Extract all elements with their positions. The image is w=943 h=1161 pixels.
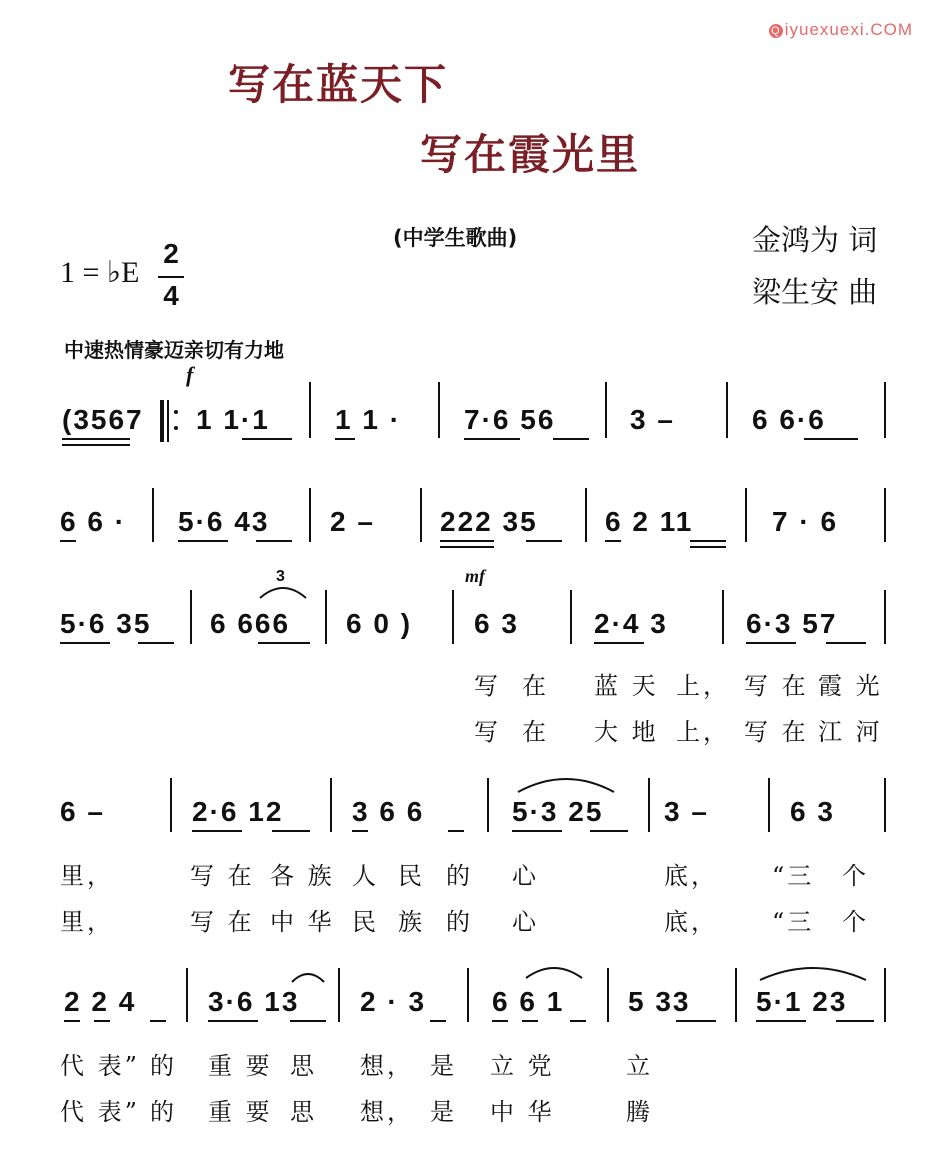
repeat-dot-bottom — [174, 426, 178, 430]
line4-m3-underline-a — [352, 830, 368, 832]
slur — [758, 960, 868, 982]
lyric-l4-v2-7: 心 — [512, 908, 539, 936]
lyric-l4-v2-4: 民 — [352, 908, 379, 936]
lyric-l3-v2-5: 写 在 — [744, 718, 809, 746]
lyric-l3-v1-5: 写 在 — [744, 672, 809, 700]
title-line-1: 写在蓝天下 — [228, 60, 449, 109]
lyric-l5-v2-2: 的 — [150, 1098, 177, 1126]
lyric-l3-v2-6: 江 河 — [818, 718, 883, 746]
line1-m3-underline-a — [464, 438, 520, 440]
slur — [290, 966, 326, 984]
line1-m5-underline — [804, 438, 858, 440]
lyric-l4-v1-2: 写 在 — [190, 862, 255, 890]
line5-m2-underline-b — [290, 1020, 326, 1022]
barline — [745, 488, 747, 542]
line5-measure-5: 5 33 — [628, 986, 691, 1017]
barline — [309, 488, 311, 542]
dynamic-mezzo-forte: mf — [465, 566, 485, 586]
repeat-dot-top — [174, 410, 178, 414]
line2-measure-2: 5·6 43 — [178, 506, 270, 537]
barline — [768, 778, 770, 832]
subtitle: (中学生歌曲) — [393, 226, 518, 250]
barline — [884, 488, 886, 542]
lyric-l4-v2-8: 底， — [664, 908, 718, 936]
lyric-l3-v1-1: 写 — [474, 672, 501, 700]
title-line-2: 写在霞光里 — [420, 130, 641, 179]
line1-intro: (3567 — [62, 404, 144, 435]
line4-measure-5: 3 – — [664, 796, 709, 827]
line2-m2-underline-b — [256, 540, 292, 542]
line2-m5-underline-b2 — [690, 546, 726, 548]
barline — [722, 590, 724, 644]
lyric-l4-v2-1: 里， — [60, 908, 114, 936]
lyric-l4-v1-1: 里， — [60, 862, 114, 890]
barline — [735, 968, 737, 1022]
barline — [170, 778, 172, 832]
line5-measure-6: 5·1 23 — [756, 986, 848, 1017]
lyric-l4-v2-9: “三 — [772, 908, 815, 936]
lyric-l4-v1-10: 个 — [842, 862, 869, 890]
lyric-l5-v2-1: 代 表” — [60, 1098, 140, 1126]
lyric-l4-v2-5: 族 — [398, 908, 425, 936]
line2-measure-5: 6 2 11 — [605, 506, 694, 537]
lyric-l5-v2-6: 是 — [430, 1098, 457, 1126]
barline — [605, 382, 607, 438]
line4-measure-4: 5·3 25 — [512, 796, 604, 827]
line2-measure-3: 2 – — [330, 506, 375, 537]
barline — [325, 590, 327, 644]
line5-m4-underline-c — [570, 1020, 586, 1022]
barline — [884, 382, 886, 438]
barline — [152, 488, 154, 542]
line4-measure-2: 2·6 12 — [192, 796, 284, 827]
lyric-l3-v2-4: 上， — [676, 718, 730, 746]
line1-measure-2: 1 1 · — [335, 404, 402, 435]
lyric-l5-v2-3: 重 要 — [208, 1098, 273, 1126]
lyric-l3-v1-6: 霞 光 — [818, 672, 883, 700]
repeat-barline-thin — [167, 400, 169, 442]
lyric-l4-v2-3: 中 华 — [270, 908, 335, 936]
line3-measure-2: 6 666 — [210, 608, 291, 639]
line1-intro-underline — [62, 438, 130, 440]
line1-m3-underline-b — [553, 438, 589, 440]
line1-measure-1: 1 1·1 — [196, 404, 270, 435]
lyric-l3-v2-3: 大 地 — [594, 718, 659, 746]
line5-m1-underline-a — [64, 1020, 80, 1022]
barline — [487, 778, 489, 832]
lyric-l5-v2-8: 腾 — [626, 1098, 653, 1126]
line5-m4-underline-a — [492, 1020, 508, 1022]
line5-measure-4: 6 6 1 — [492, 986, 565, 1017]
barline — [330, 778, 332, 832]
line2-m5-underline-b — [690, 540, 726, 542]
barline — [467, 968, 469, 1022]
repeat-barline-thick — [160, 400, 164, 442]
line5-m2-underline-a — [208, 1020, 258, 1022]
barline — [726, 382, 728, 438]
lyric-l5-v2-4: 思 — [290, 1098, 317, 1126]
line3-measure-4: 6 3 — [474, 608, 519, 639]
barline — [452, 590, 454, 644]
line1-measure-3: 7·6 56 — [464, 404, 556, 435]
lyric-l5-v1-6: 是 — [430, 1052, 457, 1080]
line2-m1-underline — [60, 540, 76, 542]
barline — [186, 968, 188, 1022]
lyric-l3-v2-2: 在 — [522, 718, 549, 746]
line4-measure-3: 3 6 6 — [352, 796, 425, 827]
line3-m1-underline-a — [60, 642, 110, 644]
lyric-l4-v2-6: 的 — [446, 908, 473, 936]
line2-m4-underline-b — [526, 540, 562, 542]
line5-m6-underline-a — [756, 1020, 806, 1022]
lyric-l5-v2-7: 中 华 — [490, 1098, 555, 1126]
time-signature-top: 2 — [163, 238, 179, 269]
lyric-l5-v1-5: 想， — [360, 1052, 414, 1080]
slur — [516, 770, 616, 794]
lyric-l4-v1-5: 民 — [398, 862, 425, 890]
line5-measure-3: 2 · 3 — [360, 986, 427, 1017]
lyric-l5-v1-2: 的 — [150, 1052, 177, 1080]
barline — [420, 488, 422, 542]
line3-measure-3: 6 0 ) — [346, 608, 413, 639]
line5-m3-underline — [430, 1020, 446, 1022]
lyric-l3-v1-2: 在 — [522, 672, 549, 700]
line5-m4-underline-b — [522, 1020, 538, 1022]
lyric-l4-v2-2: 写 在 — [190, 908, 255, 936]
line5-measure-2: 3·6 13 — [208, 986, 300, 1017]
tempo-marking: 中速热情豪迈亲切有力地 — [64, 338, 284, 362]
line2-m4-underline-a — [440, 540, 494, 542]
lyric-l5-v1-3: 重 要 — [208, 1052, 273, 1080]
lyric-l4-v2-10: 个 — [842, 908, 869, 936]
line5-m5-underline — [676, 1020, 716, 1022]
line4-m3-underline-b — [448, 830, 464, 832]
key-signature: 1 = ♭E — [60, 256, 140, 289]
dynamic-forte: f — [186, 362, 194, 387]
composer-credit: 梁生安 曲 — [752, 275, 878, 309]
barline — [309, 382, 311, 438]
lyric-l4-v1-3: 各 族 — [270, 862, 335, 890]
line1-measure-4: 3 – — [630, 404, 675, 435]
line4-measure-6: 6 3 — [790, 796, 835, 827]
lyric-l3-v1-3: 蓝 天 — [594, 672, 659, 700]
line4-m2-underline-a — [192, 830, 242, 832]
barline — [884, 590, 886, 644]
time-signature-line — [158, 276, 184, 278]
line5-measure-1: 2 2 4 — [64, 986, 137, 1017]
line4-m4-underline-a — [512, 830, 562, 832]
barline — [438, 382, 440, 438]
line3-m5-underline — [594, 642, 644, 644]
barline — [190, 590, 192, 644]
barline — [607, 968, 609, 1022]
watermark-logo — [769, 20, 913, 40]
line3-m6-underline-b — [826, 642, 866, 644]
barline — [648, 778, 650, 832]
line4-m4-underline-b — [590, 830, 628, 832]
line3-m1-underline-b — [138, 642, 174, 644]
lyric-l4-v1-9: “三 — [772, 862, 815, 890]
line3-m2-underline — [258, 642, 310, 644]
barline — [570, 590, 572, 644]
line4-measure-1: 6 – — [60, 796, 105, 827]
barline — [884, 968, 886, 1022]
line1-m1-underline — [242, 438, 292, 440]
line2-measure-4: 222 35 — [440, 506, 538, 537]
lyric-l4-v1-7: 心 — [512, 862, 539, 890]
line3-measure-1: 5·6 35 — [60, 608, 152, 639]
slur — [524, 960, 584, 980]
lyricist-credit: 金鸿为 词 — [752, 223, 878, 257]
triplet-number: 3 — [276, 568, 287, 585]
lyric-l3-v2-1: 写 — [474, 718, 501, 746]
line5-m1-underline-b — [94, 1020, 110, 1022]
line3-measure-6: 6·3 57 — [746, 608, 838, 639]
line1-intro-underline-2 — [62, 444, 130, 446]
line2-measure-6: 7 · 6 — [772, 506, 839, 537]
line2-m4-underline-a2 — [440, 546, 494, 548]
line2-m2-underline-a — [178, 540, 228, 542]
lyric-l5-v1-4: 思 — [290, 1052, 317, 1080]
line4-m2-underline-b — [272, 830, 310, 832]
line5-m6-underline-b — [836, 1020, 874, 1022]
lyric-l5-v1-1: 代 表” — [60, 1052, 140, 1080]
lyric-l3-v1-4: 上， — [676, 672, 730, 700]
barline — [884, 778, 886, 832]
lyric-l4-v1-6: 的 — [446, 862, 473, 890]
barline — [585, 488, 587, 542]
watermark-q-icon: Q — [769, 24, 783, 38]
line1-measure-5: 6 6·6 — [752, 404, 826, 435]
lyric-l5-v2-5: 想， — [360, 1098, 414, 1126]
barline — [338, 968, 340, 1022]
line3-measure-5: 2·4 3 — [594, 608, 668, 639]
lyric-l4-v1-8: 底， — [664, 862, 718, 890]
line5-m1-underline-c — [150, 1020, 166, 1022]
line2-m5-underline — [605, 540, 621, 542]
line1-m2-underline — [335, 438, 355, 440]
watermark-text: iyuexuexi.COM — [784, 20, 913, 39]
lyric-l4-v1-4: 人 — [352, 862, 379, 890]
line3-m6-underline-a — [746, 642, 796, 644]
lyric-l5-v1-7: 立 党 — [490, 1052, 555, 1080]
lyric-l5-v1-8: 立 — [626, 1052, 653, 1080]
time-signature-bottom: 4 — [163, 280, 179, 311]
line2-measure-1: 6 6 · — [60, 506, 127, 537]
